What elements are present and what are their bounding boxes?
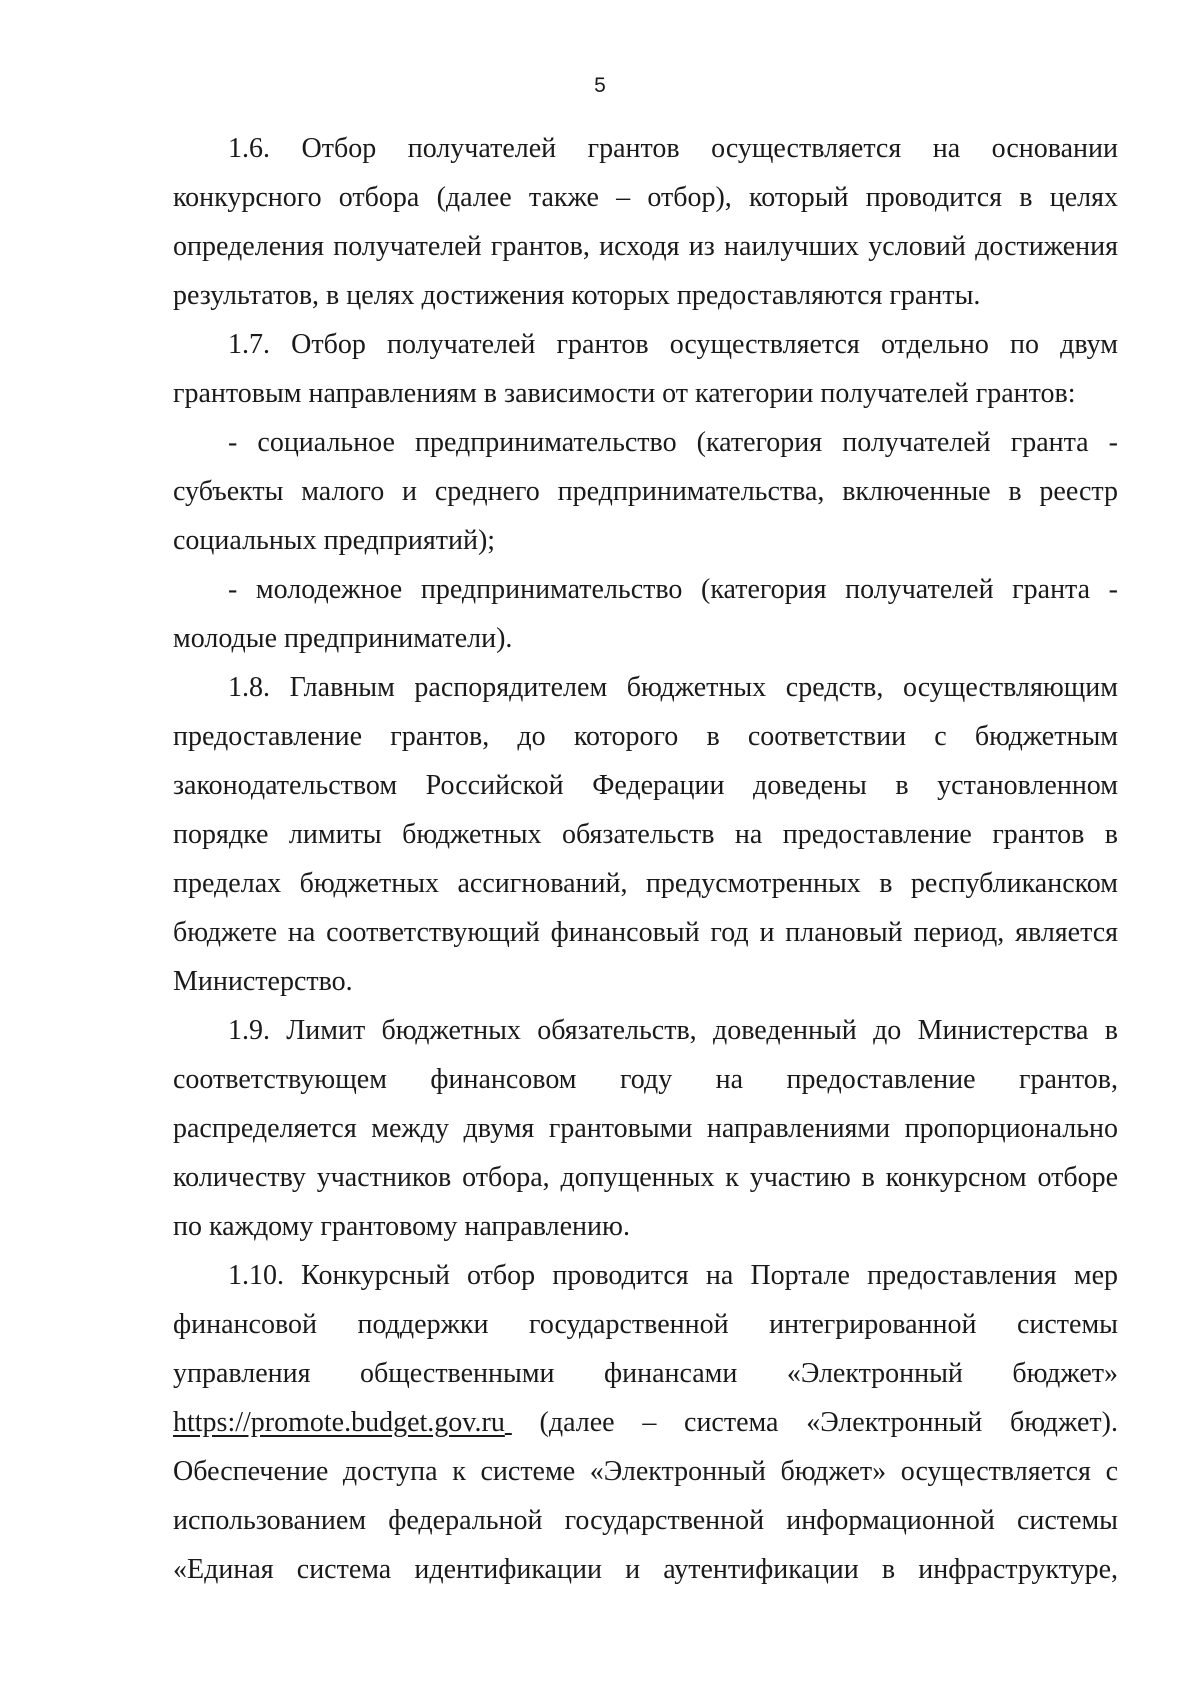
text-line: управления общественными финансами «Электронный бюджет» <box>173 1358 1118 1389</box>
paragraph-block <box>173 124 1118 1398</box>
text-line: грантовым направлениям в зависимости от категории получателей грантов: <box>173 378 1076 409</box>
page-number: 5 <box>594 74 606 97</box>
text-line: - социальное предпринимательство (категория получателей гранта - <box>228 427 1118 458</box>
text-line: 1.8. Главным распорядителем бюджетных средств, осуществляющим <box>228 672 1118 703</box>
text-line: - молодежное предпринимательство (категория получателей гранта - <box>228 574 1118 605</box>
url-line-word: бюджет). <box>1009 1407 1118 1438</box>
text-line: предоставление грантов, до которого в соответствии с бюджетным <box>173 721 1118 752</box>
text-line: «Единая система идентификации и аутентификации в инфраструктуре, <box>173 1554 1118 1585</box>
url-line-word: – <box>642 1407 657 1438</box>
portal-link[interactable]: https://promote.budget.gov.ru <box>173 1407 505 1438</box>
url-line-word: «Электронный <box>806 1407 983 1438</box>
text-line: конкурсного отбора (далее также – отбор), который проводится в целях <box>173 182 1118 213</box>
link-underline-tail <box>505 1407 512 1438</box>
url-line-word: система <box>684 1407 779 1438</box>
text-line: использованием федеральной государственной информационной системы <box>173 1505 1118 1536</box>
text-line: распределяется между двумя грантовыми направлениями пропорционально <box>173 1113 1118 1144</box>
text-line: молодые предприниматели). <box>173 623 513 654</box>
url-line-word: (далее <box>539 1407 615 1438</box>
text-line: определения получателей грантов, исходя из наилучших условий достижения <box>173 231 1118 262</box>
text-line: пределах бюджетных ассигнований, предусмотренных в республиканском <box>173 868 1118 899</box>
paragraph-block <box>173 1447 1118 1594</box>
text-line: количеству участников отбора, допущенных к участию в конкурсном отборе <box>173 1162 1118 1193</box>
text-line: результатов, в целях достижения которых предоставляются гранты. <box>173 280 981 311</box>
document-body <box>173 124 1118 1594</box>
text-line: Министерство. <box>173 966 353 997</box>
text-line: бюджете на соответствующий финансовый год и плановый период, является <box>173 917 1118 948</box>
text-line: социальных предприятий); <box>173 525 496 556</box>
text-line: соответствующем финансовом году на предоставление грантов, <box>173 1064 1118 1095</box>
text-line: 1.9. Лимит бюджетных обязательств, доведенный до Министерства в <box>228 1015 1118 1046</box>
text-line: порядке лимиты бюджетных обязательств на предоставление грантов в <box>173 819 1118 850</box>
url-line <box>173 1398 1118 1447</box>
text-line: финансовой поддержки государственной интегрированной системы <box>173 1309 1118 1340</box>
text-line: субъекты малого и среднего предпринимательства, включенные в реестр <box>173 476 1118 507</box>
text-line: Обеспечение доступа к системе «Электронный бюджет» осуществляется с <box>173 1456 1118 1487</box>
text-line: законодательством Российской Федерации доведены в установленном <box>173 770 1118 801</box>
text-line: по каждому грантовому направлению. <box>173 1211 630 1242</box>
text-line: 1.10. Конкурсный отбор проводится на Портале предоставления мер <box>228 1260 1118 1291</box>
text-line: 1.7. Отбор получателей грантов осуществляется отдельно по двум <box>228 329 1118 360</box>
text-line: 1.6. Отбор получателей грантов осуществляется на основании <box>228 133 1118 164</box>
